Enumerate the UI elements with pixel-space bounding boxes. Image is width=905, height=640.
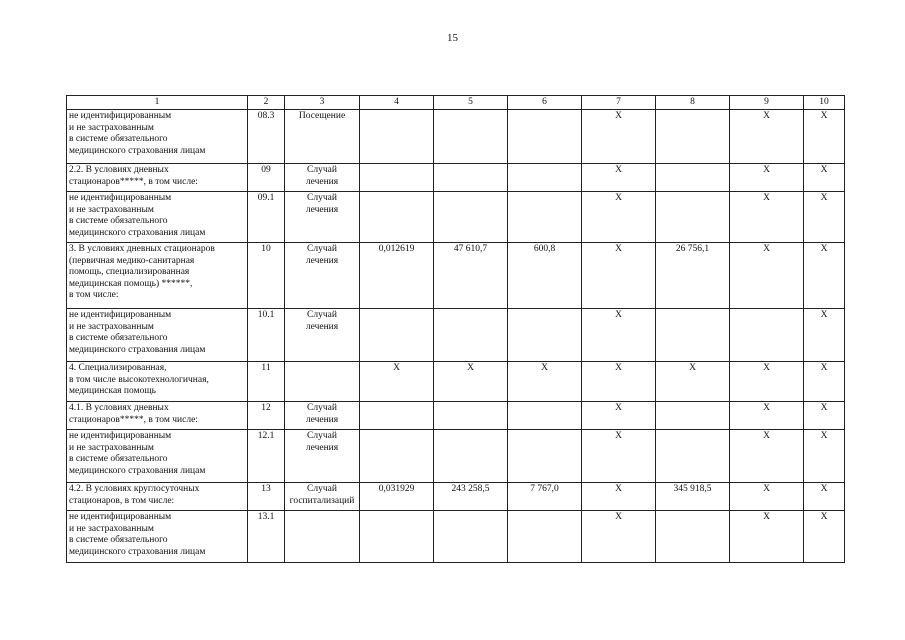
table-cell: X: [582, 483, 656, 511]
column-header: 4: [360, 96, 434, 110]
table-cell: 7 767,0: [508, 483, 582, 511]
table-cell: X: [804, 192, 845, 243]
table-cell: X: [582, 402, 656, 430]
table-cell: [360, 110, 434, 164]
table-cell: X: [582, 243, 656, 309]
table-cell: [656, 402, 730, 430]
table-cell: X: [804, 483, 845, 511]
unit-cell: Случай госпитализаций: [285, 483, 360, 511]
table-cell: X: [360, 362, 434, 402]
row-label: не идентифицированным и не застрахованным в системе обязательного медицинского страхования лицам: [67, 192, 248, 243]
row-code: 11: [248, 362, 285, 402]
table-row: [67, 430, 845, 483]
table-cell: [434, 164, 508, 192]
column-header: 6: [508, 96, 582, 110]
table-cell: [434, 430, 508, 483]
table-row: [67, 192, 845, 243]
table-cell: X: [582, 309, 656, 362]
table-cell: [508, 309, 582, 362]
table-cell: X: [730, 483, 804, 511]
table-cell: X: [804, 362, 845, 402]
row-code: 09.1: [248, 192, 285, 243]
table-cell: X: [434, 362, 508, 402]
row-code: 08.3: [248, 110, 285, 164]
unit-cell: Посещение: [285, 110, 360, 164]
unit-cell: [285, 362, 360, 402]
row-label: 4.1. В условиях дневных стационаров*****, в том числе:: [67, 402, 248, 430]
table-cell: [508, 164, 582, 192]
table-cell: [656, 309, 730, 362]
row-code: 12.1: [248, 430, 285, 483]
row-code: 13: [248, 483, 285, 511]
table-cell: X: [804, 402, 845, 430]
table-row: [67, 483, 845, 511]
table-cell: [508, 402, 582, 430]
column-header: 10: [804, 96, 845, 110]
table-cell: [656, 164, 730, 192]
table-cell: X: [730, 164, 804, 192]
table-cell: X: [730, 402, 804, 430]
unit-cell: [285, 511, 360, 563]
unit-cell: Случай лечения: [285, 430, 360, 483]
table-cell: X: [730, 192, 804, 243]
data-table: [66, 95, 845, 563]
table-row: [67, 362, 845, 402]
row-code: 10.1: [248, 309, 285, 362]
header-row: [67, 96, 845, 110]
table-cell: X: [804, 430, 845, 483]
table-row: [67, 402, 845, 430]
table-cell: 243 258,5: [434, 483, 508, 511]
table-cell: X: [730, 511, 804, 563]
unit-cell: Случай лечения: [285, 243, 360, 309]
column-header: 5: [434, 96, 508, 110]
table-cell: [508, 110, 582, 164]
table-cell: [434, 110, 508, 164]
table-cell: [508, 430, 582, 483]
table-cell: [360, 511, 434, 563]
row-label: не идентифицированным и не застрахованным в системе обязательного медицинского страхования лицам: [67, 110, 248, 164]
table-cell: [730, 309, 804, 362]
table-cell: X: [582, 362, 656, 402]
table-cell: 600,8: [508, 243, 582, 309]
row-label: не идентифицированным и не застрахованным в системе обязательного медицинского страхования лицам: [67, 430, 248, 483]
row-label: 4.2. В условиях круглосуточных стационаров, в том числе:: [67, 483, 248, 511]
row-label: 4. Специализированная, в том числе высокотехнологичная, медицинская помощь: [67, 362, 248, 402]
table-row: [67, 309, 845, 362]
unit-cell: Случай лечения: [285, 309, 360, 362]
table-cell: [656, 511, 730, 563]
table-cell: [360, 402, 434, 430]
table-cell: 0,012619: [360, 243, 434, 309]
page-number: 15: [447, 32, 458, 44]
table-cell: 47 610,7: [434, 243, 508, 309]
column-header: 3: [285, 96, 360, 110]
row-label: 3. В условиях дневных стационаров (первичная медико-санитарная помощь, специализированная медицинская помощь) ******, в том числе:: [67, 243, 248, 309]
row-label: не идентифицированным и не застрахованным в системе обязательного медицинского страхования лицам: [67, 511, 248, 563]
table-row: [67, 243, 845, 309]
table-cell: [656, 192, 730, 243]
table-row: [67, 164, 845, 192]
row-code: 12: [248, 402, 285, 430]
table-cell: X: [730, 243, 804, 309]
table-cell: X: [582, 164, 656, 192]
table-cell: X: [730, 362, 804, 402]
table-cell: X: [804, 243, 845, 309]
table-cell: [656, 110, 730, 164]
table-row: [67, 511, 845, 563]
table-cell: [508, 192, 582, 243]
row-code: 13.1: [248, 511, 285, 563]
table-cell: [360, 164, 434, 192]
table-cell: [360, 430, 434, 483]
table-cell: [508, 511, 582, 563]
table-row: [67, 110, 845, 164]
table-cell: X: [804, 309, 845, 362]
table-cell: X: [656, 362, 730, 402]
table-cell: [434, 511, 508, 563]
column-header: 9: [730, 96, 804, 110]
table-cell: X: [582, 511, 656, 563]
table-cell: [434, 309, 508, 362]
table-cell: 0,031929: [360, 483, 434, 511]
table-cell: [360, 192, 434, 243]
table-cell: X: [804, 511, 845, 563]
table-cell: X: [582, 110, 656, 164]
table-cell: X: [804, 164, 845, 192]
row-label: 2.2. В условиях дневных стационаров*****, в том числе:: [67, 164, 248, 192]
unit-cell: Случай лечения: [285, 402, 360, 430]
table-cell: [434, 192, 508, 243]
table-cell: 345 918,5: [656, 483, 730, 511]
column-header: 2: [248, 96, 285, 110]
row-code: 09: [248, 164, 285, 192]
column-header: 8: [656, 96, 730, 110]
row-code: 10: [248, 243, 285, 309]
table-cell: X: [804, 110, 845, 164]
table-cell: [656, 430, 730, 483]
column-header: 7: [582, 96, 656, 110]
row-label: не идентифицированным и не застрахованным в системе обязательного медицинского страхования лицам: [67, 309, 248, 362]
table-cell: X: [582, 192, 656, 243]
table-cell: X: [730, 430, 804, 483]
table-cell: X: [582, 430, 656, 483]
table-cell: [434, 402, 508, 430]
table-cell: 26 756,1: [656, 243, 730, 309]
table-cell: X: [508, 362, 582, 402]
unit-cell: Случай лечения: [285, 164, 360, 192]
table-cell: X: [730, 110, 804, 164]
column-header: 1: [67, 96, 248, 110]
table-cell: [360, 309, 434, 362]
unit-cell: Случай лечения: [285, 192, 360, 243]
